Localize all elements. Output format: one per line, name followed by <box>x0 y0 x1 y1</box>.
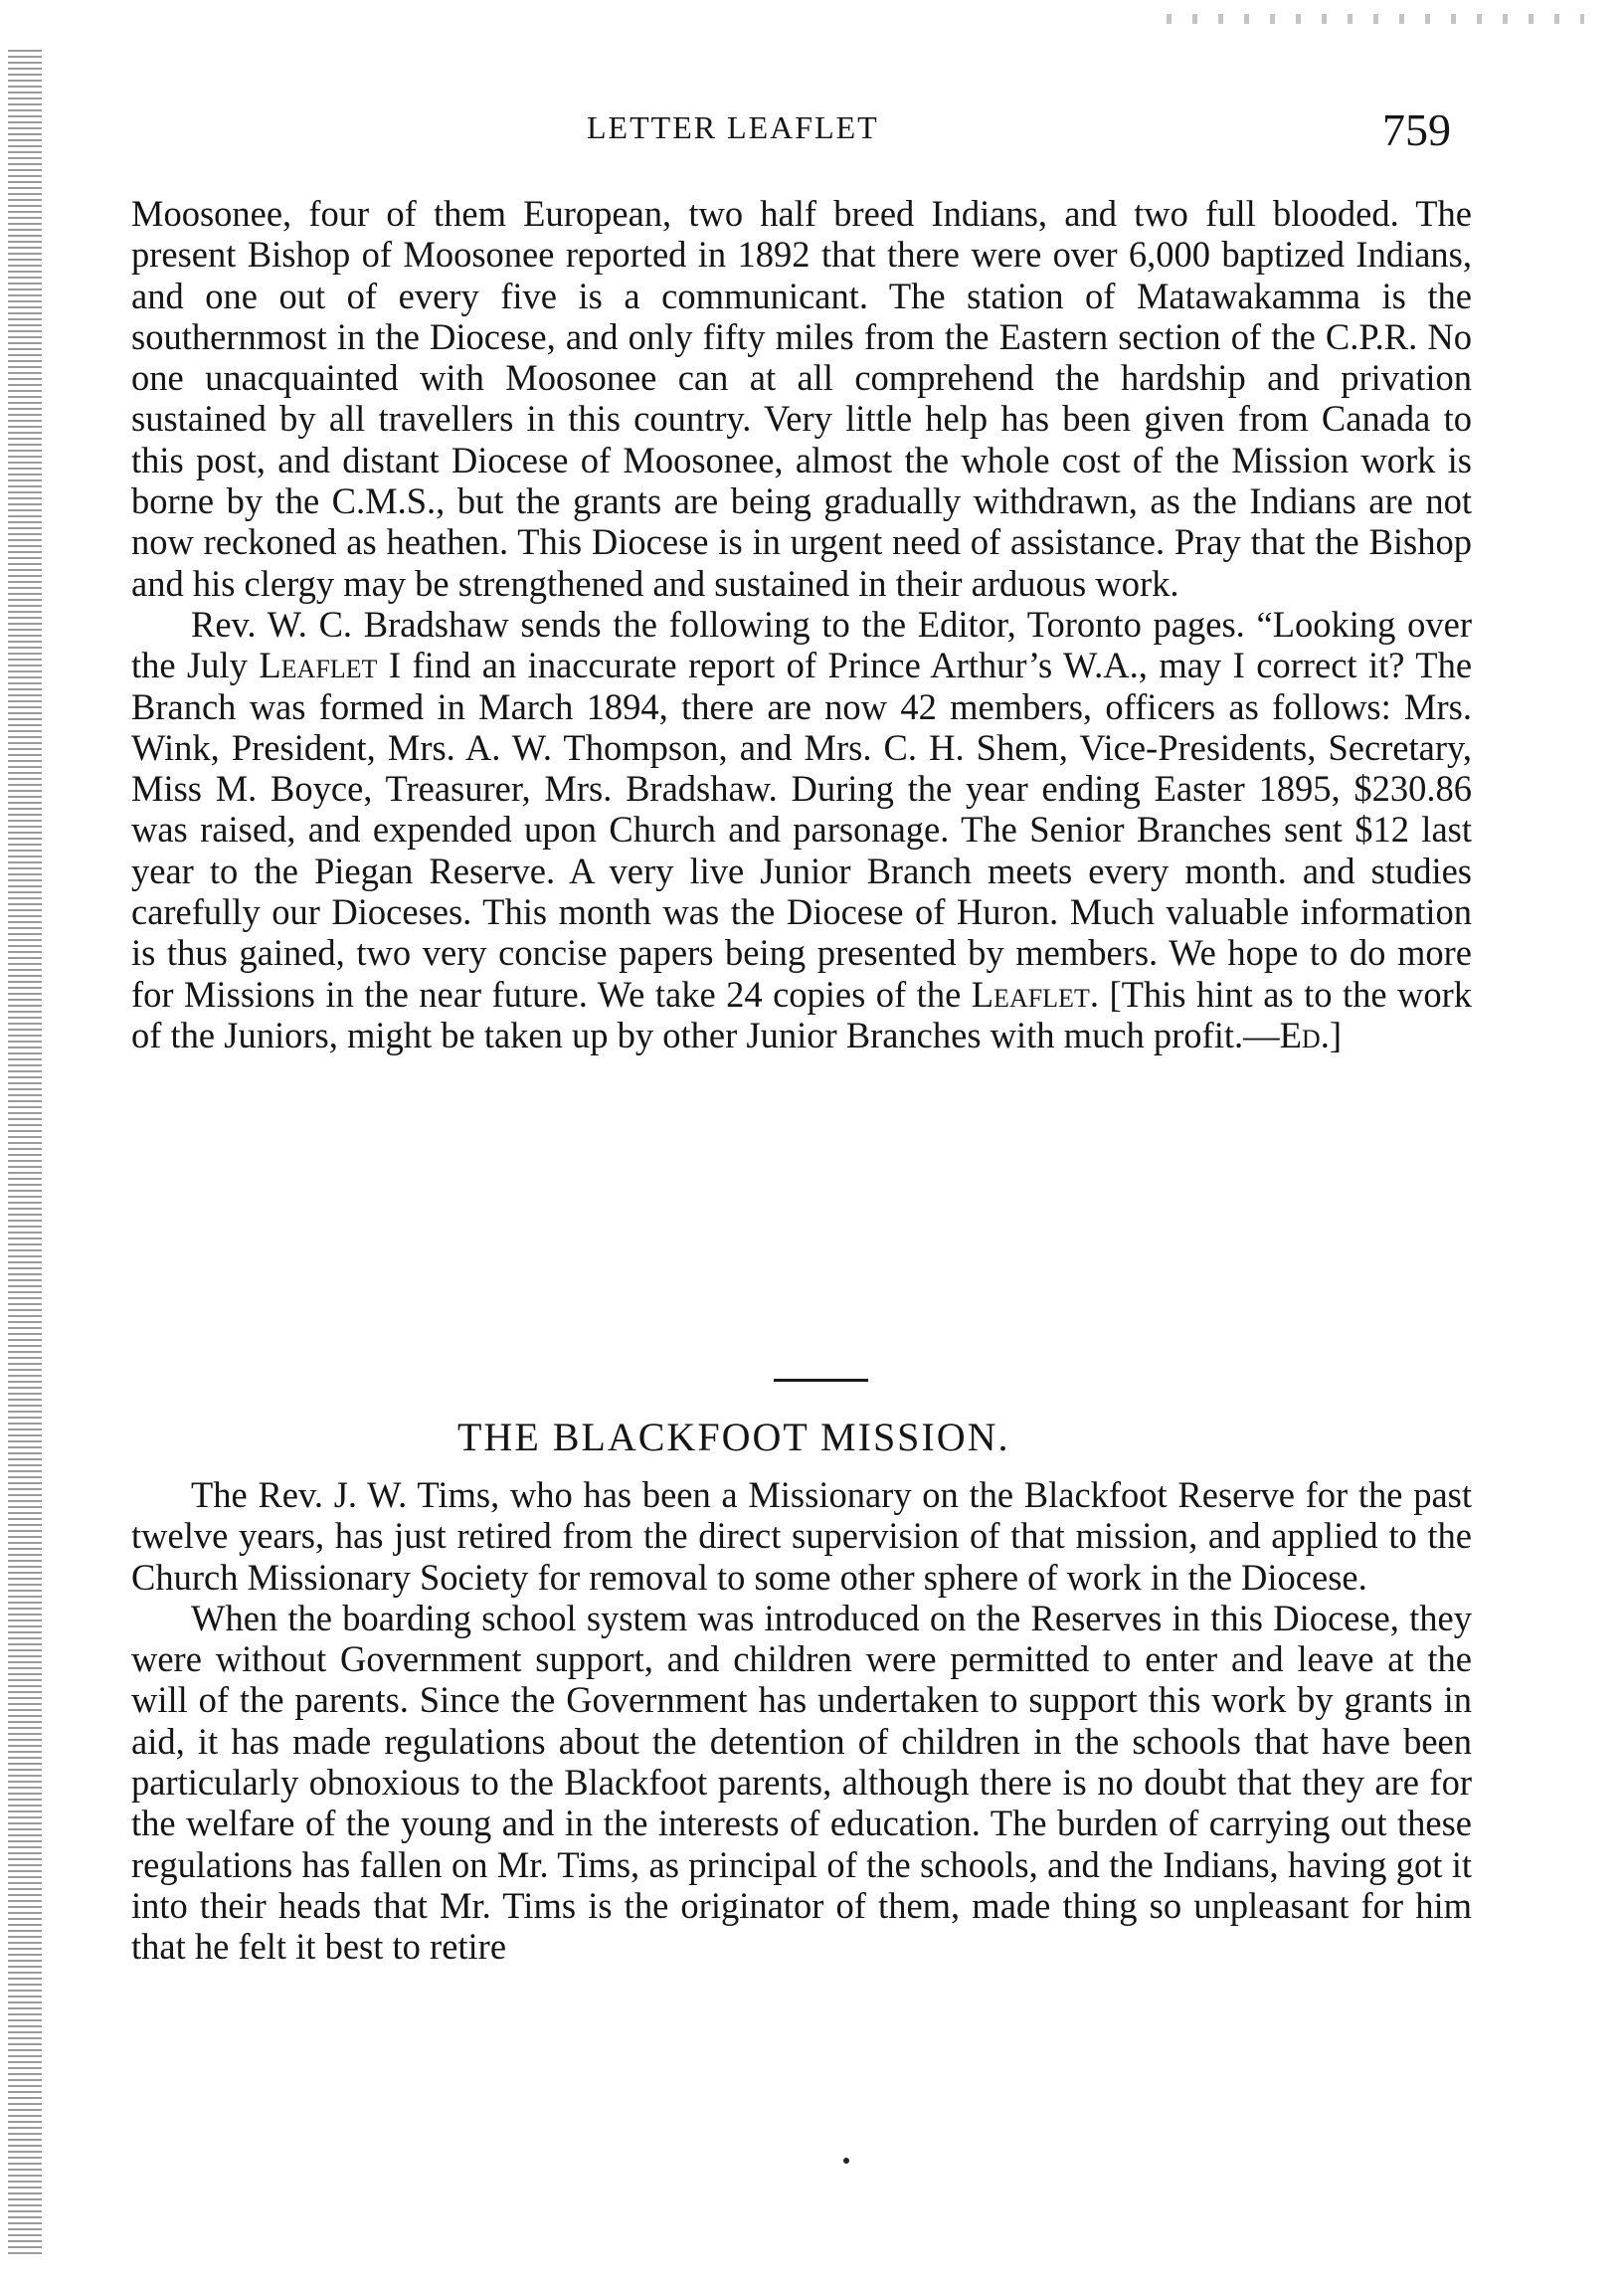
editor-abbrev: Ed. <box>1279 1014 1330 1055</box>
body-text-top <box>131 193 1472 1055</box>
section-title: THE BLACKFOOT MISSION. <box>457 1415 1010 1459</box>
bradshaw-text-c: [This hint as to the work of the Juniors, might be taken up by other Junior Branches with much profit.— <box>131 973 1473 1055</box>
leaflet-title-1: Leaflet <box>259 645 378 686</box>
running-head: LETTER LEAFLET <box>587 109 879 145</box>
paragraph-tims: The Rev. J. W. Tims, who has been a Missionary on the Blackfoot Reserve for the past twelve years, has just retired from the direct supervision of that mission, and applied to the Church Missionary Society for removal to some other sphere of work in the Diocese. <box>131 1474 1472 1598</box>
bradshaw-text-end: ] <box>1329 1014 1342 1055</box>
print-specks <box>1167 14 1584 24</box>
bradshaw-text-b: I find an inaccurate report of Prince Arthur’s W.A., may I correct it? The Branch was formed in March 1894, there are now 42 members, officers as follows: Mrs. Wink, President, Mrs. A. W. Thompson, and Mrs. C. H. Shem, Vice-Presidents, Secretary, Miss M. Boyce, Treasurer, Mrs. Bradshaw. During the year ending Easter 1895, $230.86 was raised, and expended upon Church and parsonage. The Senior Branches sent $12 last year to the Piegan Reserve. A very live Junior Branch meets every month. and studies carefully our Dioceses. This month was the Diocese of Huron. Much valuable information is thus gained, two very concise papers being presented by members. We hope to do more for Missions in the near future. We take 24 copies of the <box>131 645 1473 1015</box>
paragraph-bradshaw <box>131 604 1472 1055</box>
bradshaw-text-a: Rev. W. C. Bradshaw sends the following to the Editor, Toronto pages. “Looking over the July <box>131 603 1472 686</box>
paragraph-boarding-school: When the boarding school system was introduced on the Reserves in this Diocese, they were without Government support, and children were permitted to enter and leave at the will of the parents. Since the Government has undertaken to support this work by grants in aid, it has made regulations about the detention of children in the schools that have been particularly obnoxious to the Blackfoot parents, although there is no doubt that they are for the welfare of the young and in the interests of education. The burden of carrying out these regulations has fallen on Mr. Tims, as principal of the schools, and the Indians, having got it into their heads that Mr. Tims is the originator of them, made thing so unpleasant for him that he felt it best to retire <box>131 1597 1472 1968</box>
page-number: 759 <box>1382 104 1451 155</box>
body-text-blackfoot <box>131 1474 1472 1968</box>
print-dot <box>843 2158 849 2164</box>
page-binding-edge <box>8 50 42 2258</box>
paragraph-moosonee: Moosonee, four of them European, two half breed Indians, and two full blooded. The present Bishop of Moosonee reported in 1892 that there were over 6,000 baptized Indians, and one out of every five is a communicant. The station of Matawakamma is the southernmost in the Diocese, and only fifty miles from the Eastern section of the C.P.R. No one unacquainted with Moosonee can at all comprehend the hardship and privation sustained by all travellers in this country. Very little help has been given from Canada to this post, and distant Diocese of Moosonee, almost the whole cost of the Mission work is borne by the C.M.S., but the grants are being gradually withdrawn, as the Indians are not now reckoned as heathen. This Diocese is in urgent need of assistance. Pray that the Bishop and his clergy may be strengthened and sustained in their arduous work. <box>131 193 1472 604</box>
leaflet-title-2: Leaflet. <box>971 973 1099 1015</box>
section-divider-rule <box>774 1379 868 1382</box>
